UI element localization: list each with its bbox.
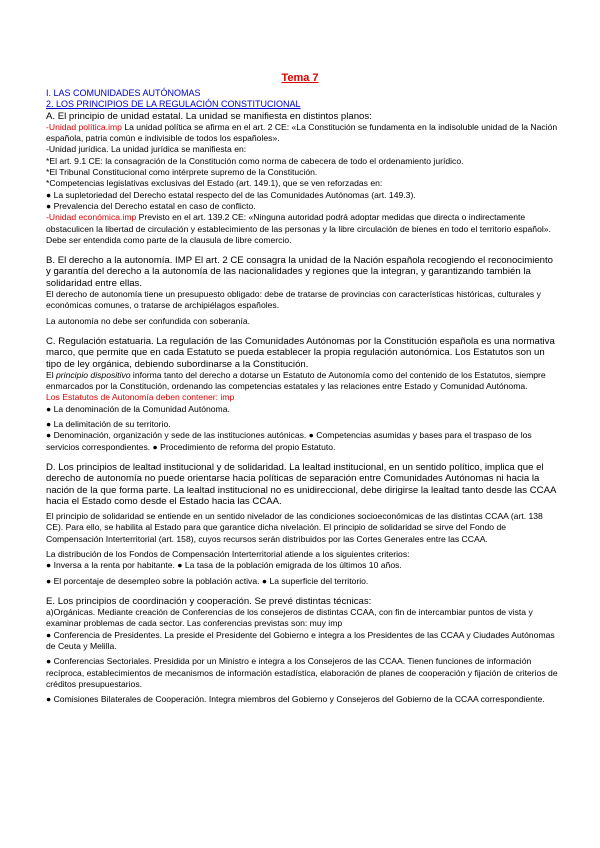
- bullet-delimitacion: ● La delimitación de su territorio.: [46, 419, 171, 430]
- bullet-comisiones: ● Comisiones Bilaterales de Cooperación. Integra miembros del Gobierno y Consejeros del Gobierno de la CCAA correspondiente.: [46, 694, 545, 705]
- para-a-heading: [46, 111, 560, 122]
- para-c-2: [46, 370, 560, 393]
- heading-a-rest: La unidad se manifiesta en distintos planos:: [183, 110, 372, 122]
- principio-dispositivo: principio dispositivo: [56, 369, 131, 380]
- bullet-conf-presidentes: ● Conferencia de Presidentes. La preside el Presidente del Gobierno e integra a los Presidentes de las CCAA y Ciudades Autónomas de Ceuta y Melilla.: [46, 629, 555, 652]
- text-unidad-politica: La unidad política se afirma en el art. 2 CE: «La Constitución se fundamenta en la indisoluble unidad de la Nación española, patria común e indivisible de todos los españoles».: [46, 121, 558, 144]
- section-heading-2: 2. LOS PRINCIPIOS DE LA REGULACIÓN CONSTITUCIONAL: [46, 99, 301, 110]
- bullet-supletoriedad: ● La supletoriedad del Derecho estatal respecto del de las Comunidades Autónomas (art. 149.3).: [46, 189, 416, 200]
- document-title: Tema 7: [281, 72, 319, 84]
- item-art-9-1: *El art. 9.1 CE: la consagración de la Constitución como norma de cabecera de todo el ordenamiento jurídico.: [46, 155, 464, 166]
- para-c-1: C. Regulación estatuaria. La regulación de las Comunidades Autónomas por la Constitución española es una normativa marco, que permite que en cada Estatuto se pueda establecer la propia regulación autonómica. Los Estatutos son un tipo de ley orgánica, debiendo subordinarse a la Constitución.: [46, 335, 555, 370]
- text-unidad-economica: Previsto en el art. 139.2 CE: «Ninguna autoridad podrá adoptar medidas que directa o indirectamente obstaculicen la libertad de circulación y establecimiento de las personas y la libre circulación de bienes en todo el territorio español». Debe ser entendida como parte de la clausula de libre comercio.: [46, 212, 551, 245]
- para-d-2: El principio de solidaridad se entiende en un sentido nivelador de las condiciones socioeconómicas de las distintas CCAA (art. 138 CE). Para ello, se habilita al Estado para que garantice dicha nivelación. El principio de solidaridad se sirve del Fondo de Compensación Interterritorial (art. 158), cuyos recursos serán distribuidos por las Cortes Generales entre las CCAA.: [46, 511, 543, 544]
- para-b-1: B. El derecho a la autonomía. IMP El art. 2 CE consagra la unidad de la Nación española recogiendo el reconocimiento y garantía del derecho a la autonomía de las nacionalidades y regiones que la integran, y garantizando también la solidaridad entre ellas.: [46, 255, 553, 289]
- c2-post: informa tanto del derecho a dotarse un Estatuto de Autonomía como del contenido de los Estatutos, siempre enmarcados por la Constitución, ordenando las competencias estatales y las relaciones entre Estado y Comunidad Autónoma.: [46, 369, 546, 392]
- bullet-desempleo: ● El porcentaje de desempleo sobre la población activa. ● La superficie del territorio.: [46, 575, 369, 586]
- para-unidad-politica: [46, 122, 560, 145]
- heading-a: A. El principio de unidad estatal.: [46, 110, 184, 122]
- para-unidad-juridica: -Unidad jurídica. La unidad jurídica se manifiesta en:: [46, 144, 247, 155]
- c2-pre: El: [46, 369, 57, 380]
- bullet-renta: ● Inversa a la renta por habitante. ● La tasa de la población emigrada de los últimos 10 años.: [46, 560, 402, 571]
- bullet-conf-sectoriales: ● Conferencias Sectoriales. Presidida por un Ministro e integra a los Consejeros de las CCAA. Tienen funciones de información recíproca, establecimientos de mecanismos de información estadística, elaboración de planes de cooperación y fijación de criterios de créditos presupuestarios.: [46, 656, 558, 689]
- para-unidad-economica: [46, 212, 560, 246]
- para-e-2: a)Orgánicas. Mediante creación de Conferencias de los consejeros de distintas CCAA, con fin de intercambiar puntos de vista y examinar problemas de cada sector. Las conferencias previstas son: muy imp: [46, 607, 533, 629]
- para-d-3: La distribución de los Fondos de Compensación Interterritorial atiende a los siguientes criterios:: [46, 548, 410, 559]
- document-body: [46, 88, 560, 706]
- para-b-3: La autonomía no debe ser confundida con soberanía.: [46, 315, 251, 326]
- section-heading-1: I. LAS COMUNIDADES AUTÓNOMAS: [46, 88, 201, 98]
- bullet-organizacion: ● Denominación, organización y sede de las instituciones autónicas. ● Competencias asumidas y bases para el traspaso de los servicios correspondientes. ● Procedimiento de reforma del propio Estatuto.: [46, 430, 532, 452]
- item-competencias: *Competencias legislativas exclusivas del Estado (art. 149.1), que se ven reforzadas en:: [46, 178, 383, 189]
- label-unidad-economica: -Unidad económica.imp: [46, 212, 137, 223]
- label-unidad-politica: -Unidad política.imp: [46, 121, 122, 132]
- para-b-2: El derecho de autonomía tiene un presupuesto obligado: debe de tratarse de provincias con características históricas, culturales y económicas comunes, o tratarse de archipiélagos españoles.: [46, 289, 541, 311]
- bullet-prevalencia: ● Prevalencia del Derecho estatal en caso de conflicto.: [46, 200, 256, 211]
- estatutos-contener: Los Estatutos de Autonomía deben contener: imp: [46, 392, 235, 403]
- para-d-1: D. Los principios de lealtad institucional y de solidaridad. La lealtad institucional, en un sentido político, implica que el derecho de autonomía no puede orientarse hacia políticas de separación entre Comunidades Autónomas ni hacia la nación de la que forma parte. La lealtad institucional no es unidireccional, debe dirigirse la lealtad tanto desde las CCAA hacia el Estado como desde el Estado hacia las CCAA.: [46, 461, 556, 507]
- item-tribunal: *El Tribunal Constitucional como intérprete supremo de la Constitución.: [46, 167, 318, 178]
- bullet-denominacion: ● La denominación de la Comunidad Autónoma.: [46, 403, 230, 414]
- para-e-1: E. Los principios de coordinación y cooperación. Se prevé distintas técnicas:: [46, 595, 372, 607]
